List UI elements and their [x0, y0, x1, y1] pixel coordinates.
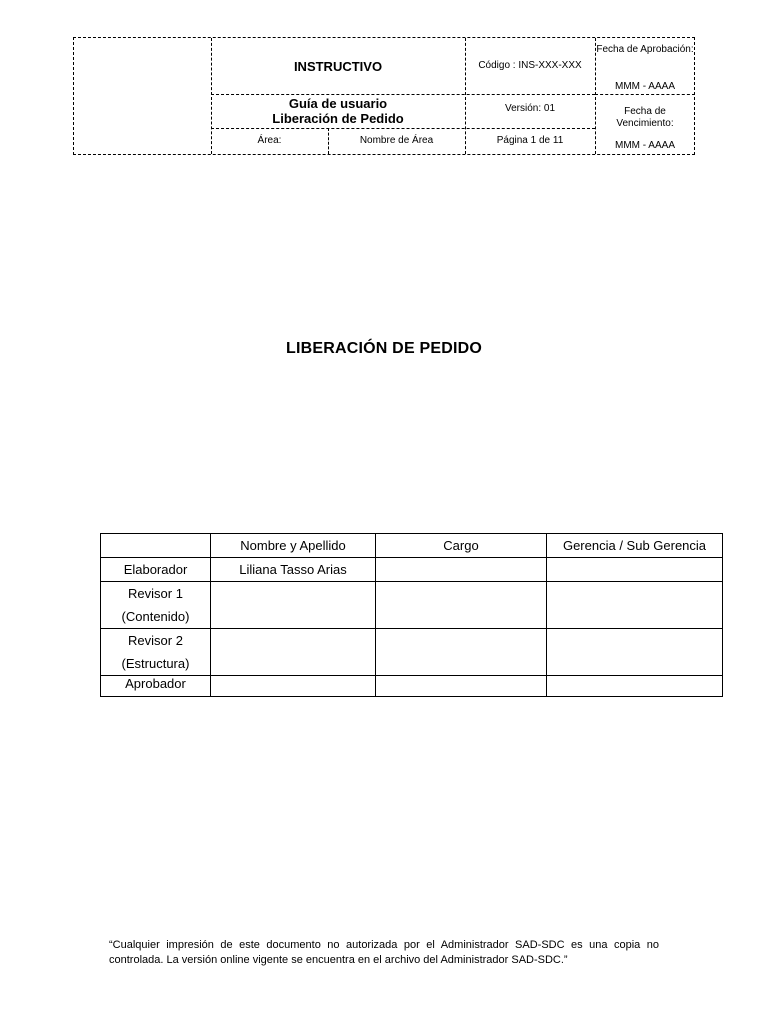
column-header: Gerencia / Sub Gerencia [547, 534, 723, 558]
document-title: LIBERACIÓN DE PEDIDO [285, 340, 482, 357]
logo-area [74, 38, 211, 154]
name-cell [211, 629, 376, 676]
document-header [73, 37, 695, 155]
gerencia-cell [547, 582, 723, 629]
table-row [101, 676, 723, 697]
name-cell: Liliana Tasso Arias [211, 558, 376, 582]
column-header [101, 534, 211, 558]
role-line1: Revisor 2 [128, 633, 183, 648]
doc-code: Código : INS-XXX-XXX [478, 60, 582, 71]
gerencia-cell [547, 558, 723, 582]
doc-version: Versión: 01 [504, 103, 556, 114]
approval-date-value: MMM - AAAA [614, 81, 675, 92]
role-line2: (Estructura) [121, 656, 190, 671]
role-line1: Elaborador [123, 562, 188, 577]
cargo-cell [376, 558, 547, 582]
table-row [101, 629, 723, 676]
column-header: Nombre y Apellido [211, 534, 376, 558]
name-cell [211, 676, 376, 697]
guide-title [211, 94, 465, 128]
gerencia-cell [547, 676, 723, 697]
role-cell [101, 629, 211, 676]
cargo-cell [376, 629, 547, 676]
approvals-table [100, 533, 723, 697]
expiry-date-label: Fecha de Vencimiento: [616, 106, 674, 129]
role-line1: Revisor 1 [128, 586, 183, 601]
role-line2: (Contenido) [121, 609, 190, 624]
table-row [101, 582, 723, 629]
guide-title-line2: Liberación de Pedido [272, 111, 404, 126]
column-header: Cargo [376, 534, 547, 558]
area-label: Área: [257, 135, 282, 146]
name-cell [211, 582, 376, 629]
role-cell [101, 676, 211, 697]
area-value: Nombre de Área [359, 135, 434, 146]
guide-title-line1: Guía de usuario [288, 96, 388, 111]
header-divider [595, 94, 695, 95]
doc-type: INSTRUCTIVO [293, 58, 383, 74]
role-cell [101, 558, 211, 582]
gerencia-cell [547, 629, 723, 676]
footer-disclaimer: “Cualquier impresión de este documento no autorizada por el Administrador SAD-SDC es una copia no controlada. La versión online vigente se encuentra en el archivo del Administrador SAD-SDC.” [109, 939, 659, 966]
role-line1: Aprobador [125, 676, 186, 691]
table-row [101, 558, 723, 582]
cargo-cell [376, 676, 547, 697]
table-header-row [101, 534, 723, 558]
expiry-date-value: MMM - AAAA [614, 140, 675, 151]
approval-date-label: Fecha de Aprobación: [596, 44, 694, 55]
cargo-cell [376, 582, 547, 629]
page-indicator: Página 1 de 11 [496, 135, 564, 146]
role-cell [101, 582, 211, 629]
